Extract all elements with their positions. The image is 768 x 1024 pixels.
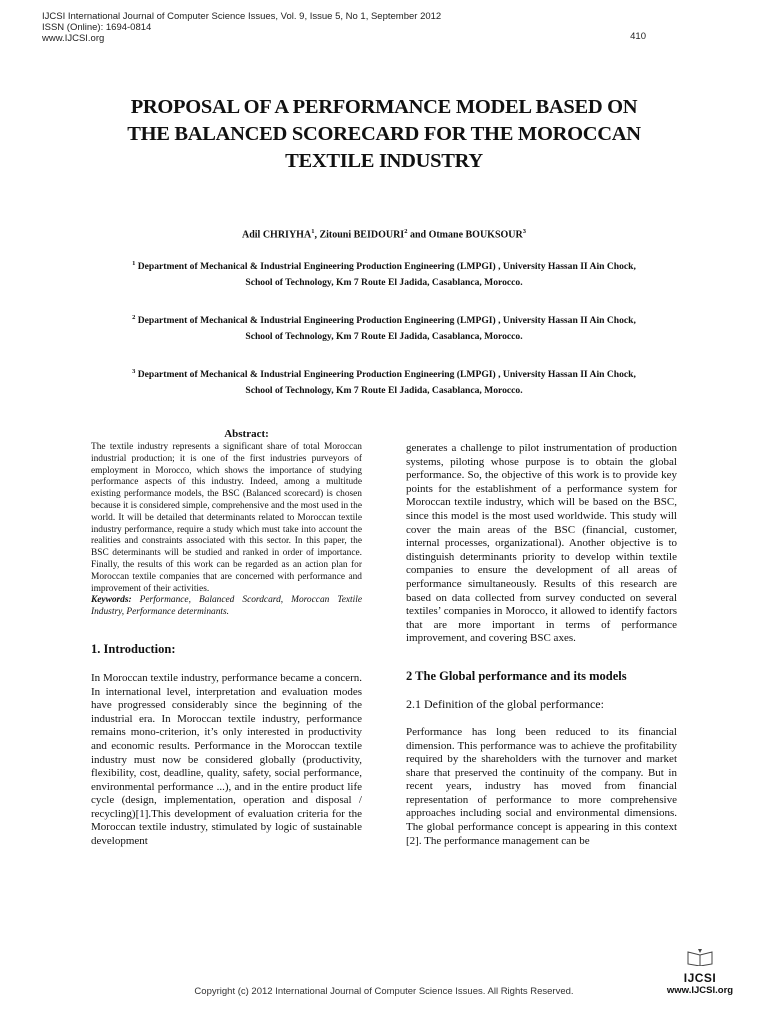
abstract-heading: Abstract: [224, 428, 269, 440]
affiliation-line: Department of Mechanical & Industrial Engineering Production Engineering (LMPGI) , University Hassan II Ain Chock, [137, 315, 636, 327]
right-column [406, 442, 677, 848]
affiliation-num: 1 [132, 260, 136, 267]
affiliation-line: School of Technology, Km 7 Route El Jadida, Casablanca, Morocco. [245, 385, 523, 397]
book-icon [686, 948, 714, 966]
logo-url: www.IJCSI.org [666, 985, 734, 996]
affiliation-line: School of Technology, Km 7 Route El Jadida, Casablanca, Morocco. [245, 277, 523, 289]
left-column [91, 428, 362, 849]
author-sup: 3 [522, 228, 526, 235]
issn-line: ISSN (Online): 1694-0814 [42, 22, 152, 33]
author-separator: , [314, 229, 320, 241]
copyright-footer: Copyright (c) 2012 International Journal of Computer Science Issues. All Rights Reserved. [194, 986, 574, 997]
intro-text: In Moroccan textile industry, performance became a concern. In international level, interpretation and evaluation modes have progressed considerably since the beginning of the industrial era. In Moroccan textile industry, performance remains mono-criterion, it’s only interested in productivity and economic results. Performance in the Moroccan textile industry must now be considered globally (productivity, flexibility, cost, deadline, quality, safety, social performance, environmental performance ...), and in the entire product life cycle (design, implementation, operation and disposal / recycling)[1].This development of evaluation criteria for the Moroccan textile industry, stimulated by logic of sustainable development [91, 671, 362, 848]
affiliation-1 [70, 256, 698, 291]
page-number: 410 [630, 31, 646, 42]
intro-heading: 1. Introduction: [91, 641, 176, 656]
abstract-text: The textile industry represents a significant share of total Moroccan industrial production; it is one of the first industries purveyors of employment in Morocco, which shows the importance of studying performance aspects of this industry. Indeed, among a multitude existing performance models, the BSC (Balanced scorecard) is chosen because it is considered simple, comprehensive and the most used in the world. It will be detailed that determinants related to Moroccan textile industry performance, require a study which must take into account the realities and constraints associated with this sector. In this paper, the BSC determinants will be studied and ranked in order of importance. Finally, the results of this work can be regarded as an action plan for Moroccan textile companies that are concerned with performance and improvement of their activities. [91, 442, 362, 594]
author-sup: 1 [311, 228, 315, 235]
author-separator: and [407, 229, 429, 241]
affiliation-2 [70, 310, 698, 345]
keywords-label: Keywords: [91, 595, 132, 606]
keywords-list: Performance, Balanced Scordcard, Moroccan Textile Industry, Performance determinants. [91, 595, 362, 618]
intro-continuation: generates a challenge to pilot instrumentation of production systems, piloting whose purpose is to obtain the global performance. So, the objective of this work is to provide key points for the establishment of a performance system for Moroccan textile industry, which will be based on the BSC, since this model is the most used worldwide. This study will cover the main areas of the BSC (financial, customer, internal processes, organizational). Another objective is to distinguish determinants priority to develop within textile companies to ensure the development of all areas of performance simultaneously. Results of this research are based on data collected from survey conducted on several textiles’ companies in Morocco, it allowed to identify factors that are more important in terms of performance improvement, and covering BSC axes. [406, 442, 677, 645]
affiliation-line: Department of Mechanical & Industrial Engineering Production Engineering (LMPGI) , University Hassan II Ain Chock, [137, 369, 636, 381]
logo-text: IJCSI [683, 971, 717, 985]
title-line: TEXTILE INDUSTRY [285, 150, 483, 172]
author-name: Zitouni BEIDOURI [319, 229, 405, 241]
affiliation-line: School of Technology, Km 7 Route El Jadida, Casablanca, Morocco. [245, 331, 523, 343]
section2-heading: 2 The Global performance and its models [406, 668, 627, 683]
author-list [60, 228, 708, 240]
section2-text: Performance has long been reduced to its financial dimension. This performance was to achieve the profitability required by the shareholders with the turnover and market share that preserved the continuity of the company. But in recent years, industry has moved from financial representation of performance to more comprehensive approaches including social and environmental dimensions. The global performance concept is appearing in this context [2]. The performance management can be [406, 725, 677, 847]
paper-title [60, 94, 708, 175]
author-sup: 2 [404, 228, 408, 235]
title-line: PROPOSAL OF A PERFORMANCE MODEL BASED ON [130, 96, 638, 118]
subsection-heading: 2.1 Definition of the global performance: [406, 696, 604, 711]
affiliation-line: Department of Mechanical & Industrial Engineering Production Engineering (LMPGI) , University Hassan II Ain Chock, [137, 261, 636, 273]
affiliation-num: 3 [132, 368, 136, 375]
website-line: www.IJCSI.org [42, 33, 105, 44]
keywords [91, 595, 362, 619]
author-name: Adil CHRIYHA [242, 229, 312, 241]
author-name: Otmane BOUKSOUR [428, 229, 523, 241]
affiliation-3 [70, 364, 698, 399]
title-line: THE BALANCED SCORECARD FOR THE MOROCCAN [127, 123, 641, 145]
affiliation-num: 2 [132, 314, 136, 321]
journal-header: IJCSI International Journal of Computer Science Issues, Vol. 9, Issue 5, No 1, September 2012 [42, 11, 442, 22]
